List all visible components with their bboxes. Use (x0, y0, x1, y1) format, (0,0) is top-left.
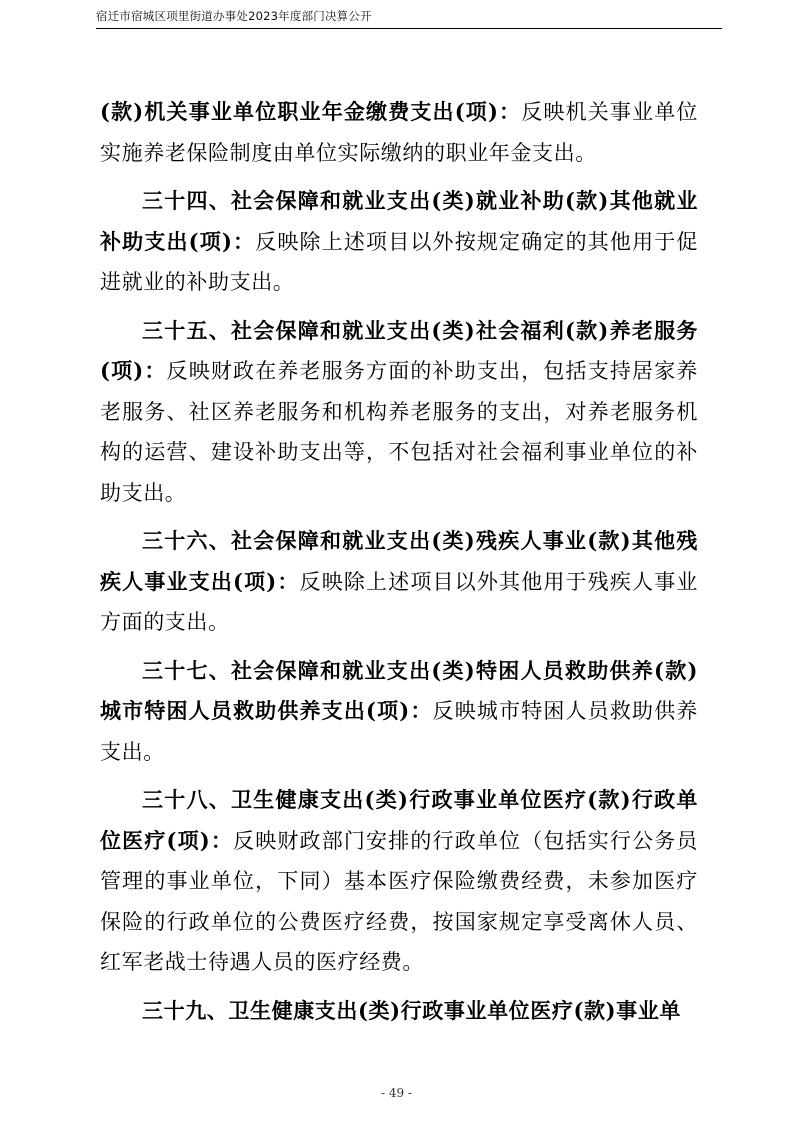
item-description: 反映财政部门安排的行政单位（包括实行公务员管理的事业单位，下同）基本医疗保险缴费经费，未参加医疗保险的行政单位的公费医疗经费，按国家规定享受离休人员、红军老战士待遇人员的医疗经费。 (100, 828, 698, 974)
paragraph-vocational-annuity (100, 92, 698, 173)
item-description: 反映除上述项目以外其他用于残疾人事业方面的支出。 (100, 569, 698, 634)
header-divider (96, 28, 722, 29)
item-description: 反映除上述项目以外按规定确定的其他用于促进就业的补助支出。 (100, 229, 699, 294)
item-heading: 三十九、卫生健康支出(类)行政事业单位医疗(款)事业单 (142, 997, 681, 1023)
item-heading: 三十七、社会保障和就业支出(类)特困人员救助供养(款)城市特困人员救助供养支出(项)： (100, 657, 698, 723)
paragraph-34 (100, 181, 698, 303)
item-description: 反映机关事业单位实施养老保险制度由单位实际缴纳的职业年金支出。 (100, 100, 698, 165)
paragraph-38 (100, 780, 698, 983)
paragraph-37 (100, 651, 698, 773)
paragraph-39 (100, 991, 698, 1032)
item-description: 反映财政在养老服务方面的补助支出，包括支持居家养老服务、社区养老服务和机构养老服务的支出，对养老服务机构的运营、建设补助支出等，不包括对社会福利事业单位的补助支出。 (100, 359, 698, 505)
item-heading: 三十八、卫生健康支出(类)行政事业单位医疗(款)行政单位医疗(项)： (100, 787, 698, 853)
page-number: - 49 - (380, 1086, 412, 1100)
item-heading: (款)机关事业单位职业年金缴费支出(项)： (100, 99, 522, 124)
item-heading: 三十五、社会保障和就业支出(类)社会福利(款)养老服务(项)： (100, 317, 698, 383)
item-heading: 三十四、社会保障和就业支出(类)就业补助(款)其他就业补助支出(项)： (100, 188, 698, 254)
paragraph-35 (100, 311, 698, 514)
document-body (100, 92, 698, 1039)
page-header: 宿迁市宿城区项里街道办事处2023年度部门决算公开 (96, 9, 372, 23)
item-description: 反映城市特困人员救助供养支出。 (100, 699, 698, 764)
item-heading: 三十六、社会保障和就业支出(类)残疾人事业(款)其他残疾人事业支出(项)： (100, 528, 698, 594)
paragraph-36 (100, 521, 698, 643)
